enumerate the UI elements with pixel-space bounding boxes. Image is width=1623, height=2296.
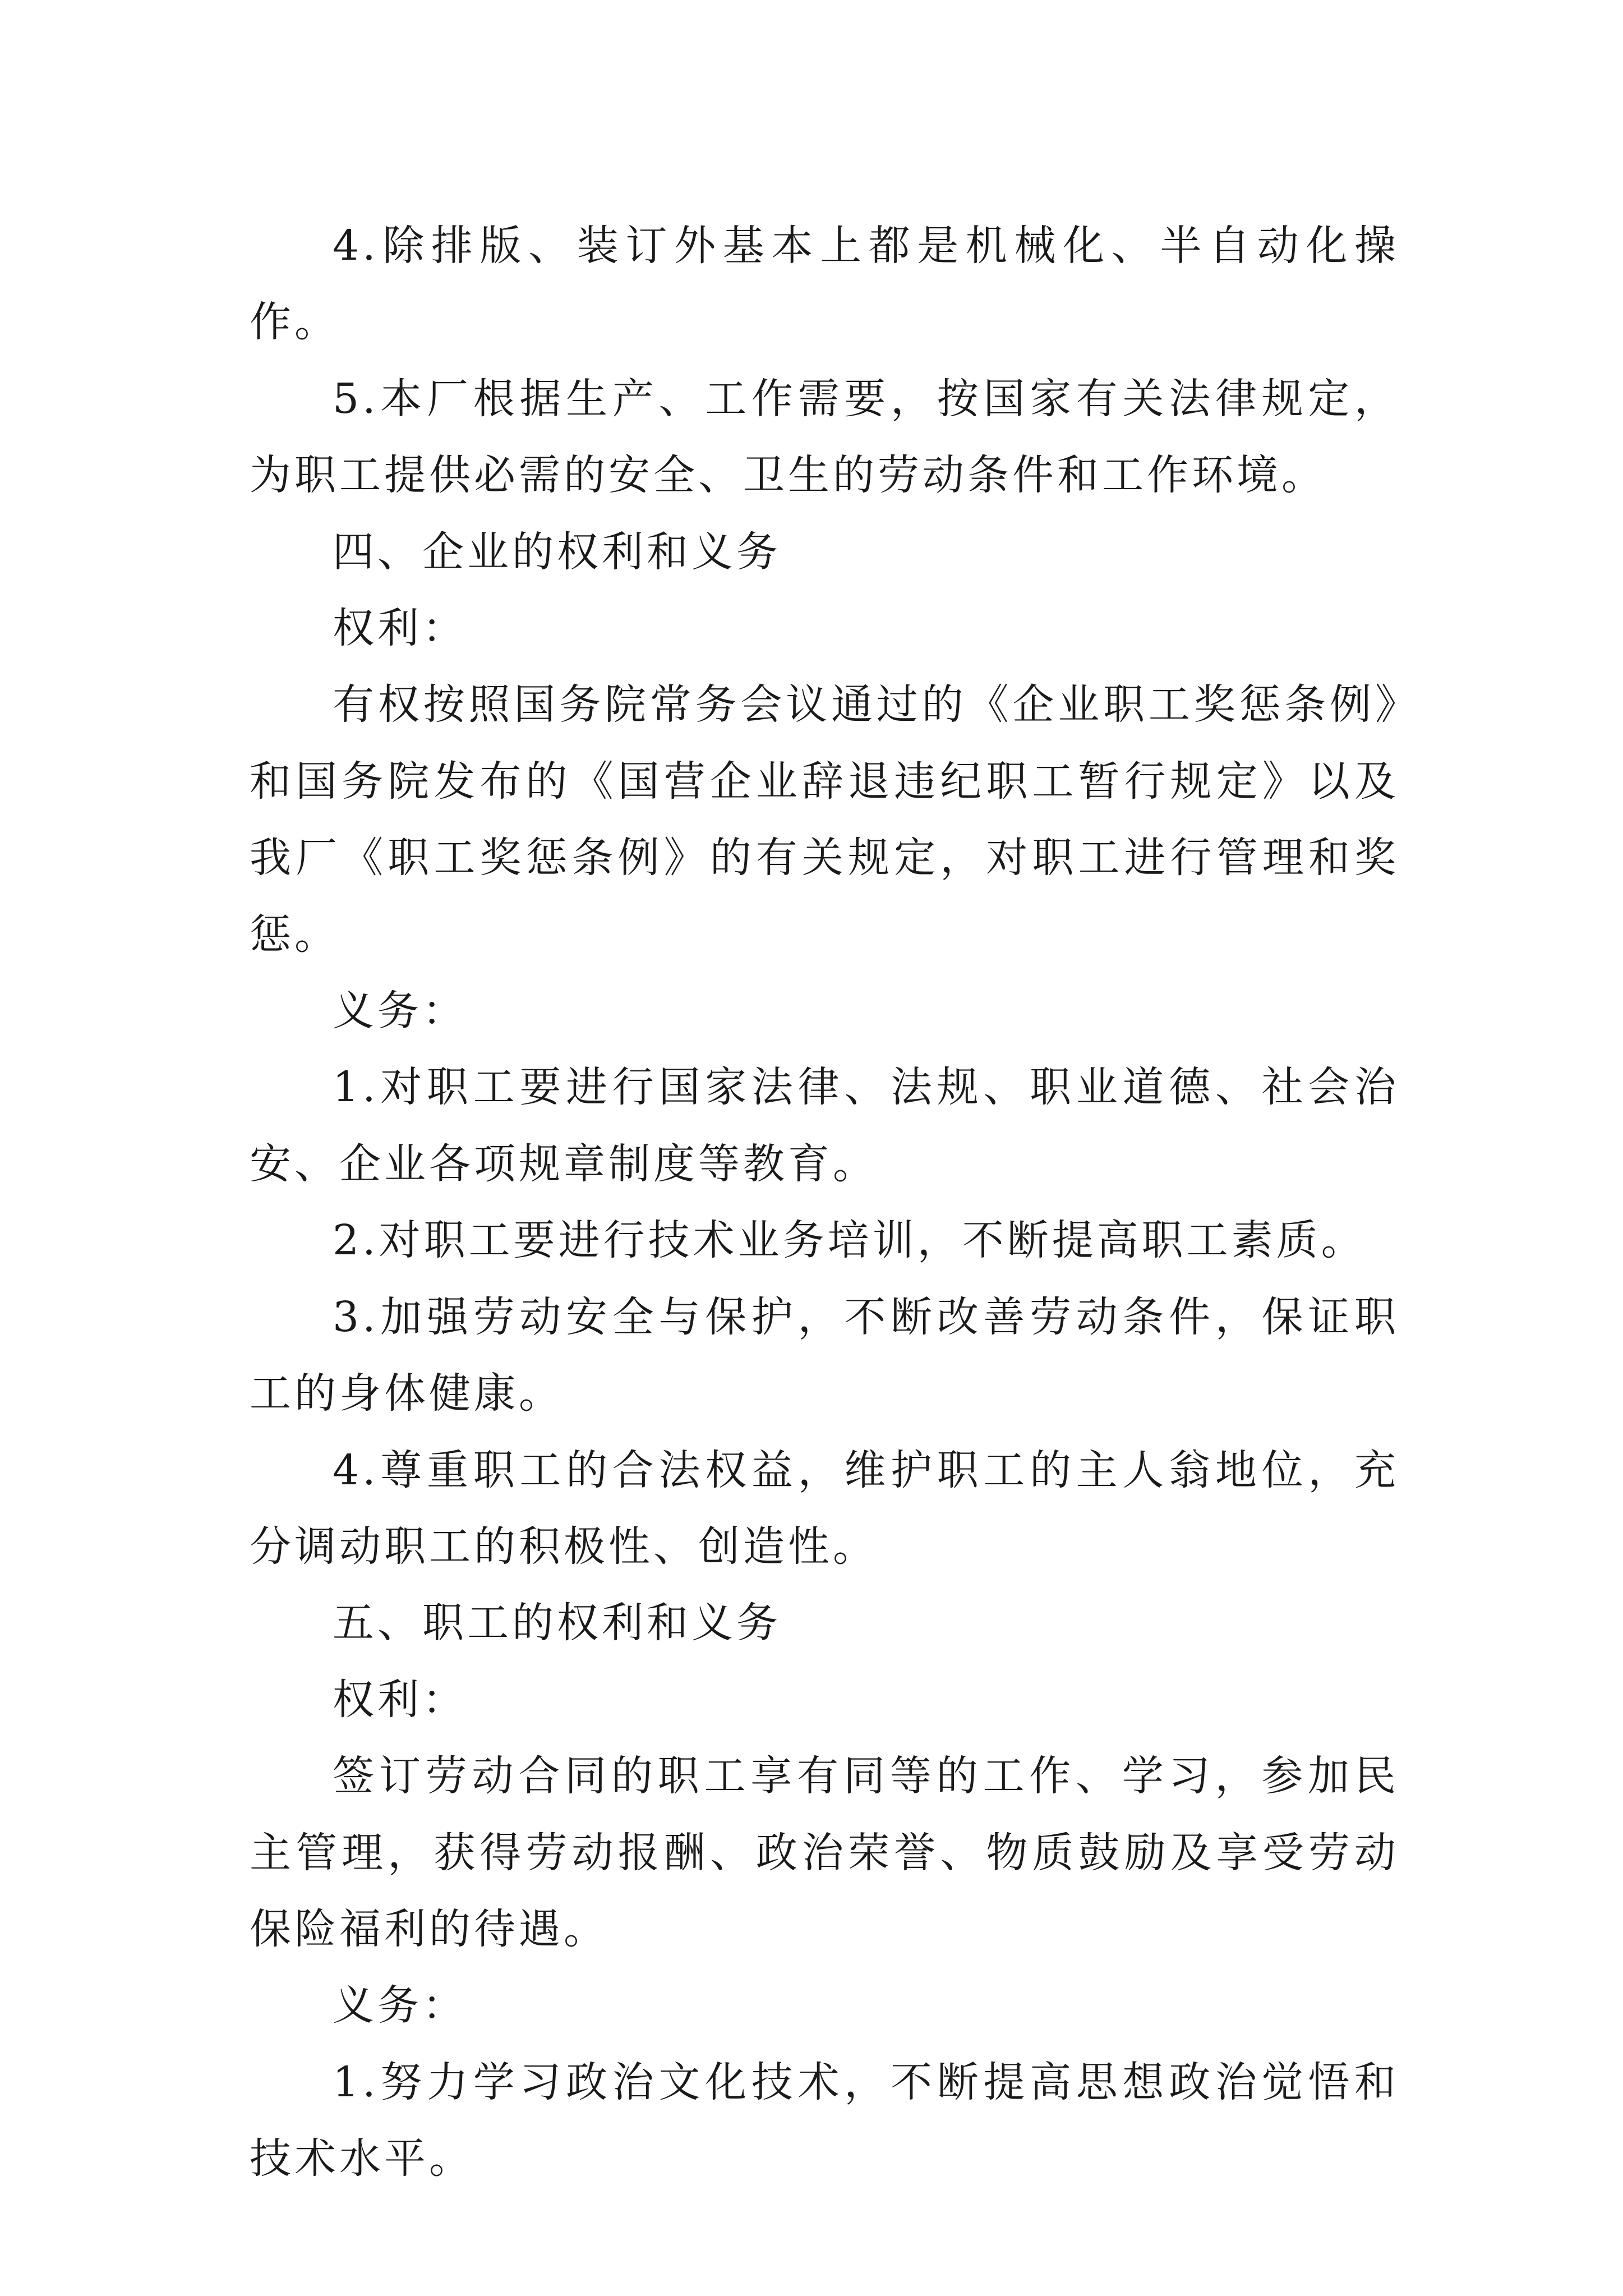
- paragraph-obligation-2: 2.对职工要进行技术业务培训，不断提高职工素质。: [333, 1216, 1366, 1265]
- document-body: [250, 208, 1399, 2197]
- paragraph-employee-rights: 签订劳动合同的职工享有同等的工作、学习，参加民主管理，获得劳动报酬、政治荣誉、物质鼓励及享受劳动保险福利的待遇。: [250, 1752, 1399, 1953]
- paragraph-obligation-3: 3.加强劳动安全与保护，不断改善劳动条件，保证职工的身体健康。: [250, 1292, 1399, 1418]
- paragraph-enterprise-rights: 有权按照国务院常务会议通过的《企业职工奖惩条例》和国务院发布的《国营企业辞退违纪职工暂行规定》以及我厂《职工奖惩条例》的有关规定，对职工进行管理和奖惩。: [250, 680, 1399, 959]
- subheading-employee-rights: 权利：: [333, 1675, 467, 1724]
- paragraph-obligation-4: 4.尊重职工的合法权益，维护职工的主人翁地位，充分调动职工的积极性、创造性。: [250, 1446, 1399, 1571]
- paragraph-item-5-working-conditions: 5.本厂根据生产、工作需要，按国家有关法律规定，为职工提供必需的安全、卫生的劳动条件和工作环境。: [250, 374, 1399, 500]
- section-heading-employee-rights: 五、职工的权利和义务: [333, 1599, 781, 1648]
- paragraph-item-4-mechanization: 4.除排版、装订外基本上都是机械化、半自动化操作。: [250, 222, 1399, 347]
- subheading-rights: 权利：: [333, 604, 467, 653]
- paragraph-obligation-1: 1.对职工要进行国家法律、法规、职业道德、社会治安、企业各项规章制度等教育。: [250, 1063, 1399, 1188]
- paragraph-employee-obligation-1: 1.努力学习政治文化技术，不断提高思想政治觉悟和技术水平。: [250, 2058, 1399, 2183]
- subheading-employee-obligations: 义务：: [333, 1981, 467, 2030]
- subheading-obligations: 义务：: [333, 987, 467, 1036]
- section-heading-enterprise-rights: 四、企业的权利和义务: [333, 527, 781, 576]
